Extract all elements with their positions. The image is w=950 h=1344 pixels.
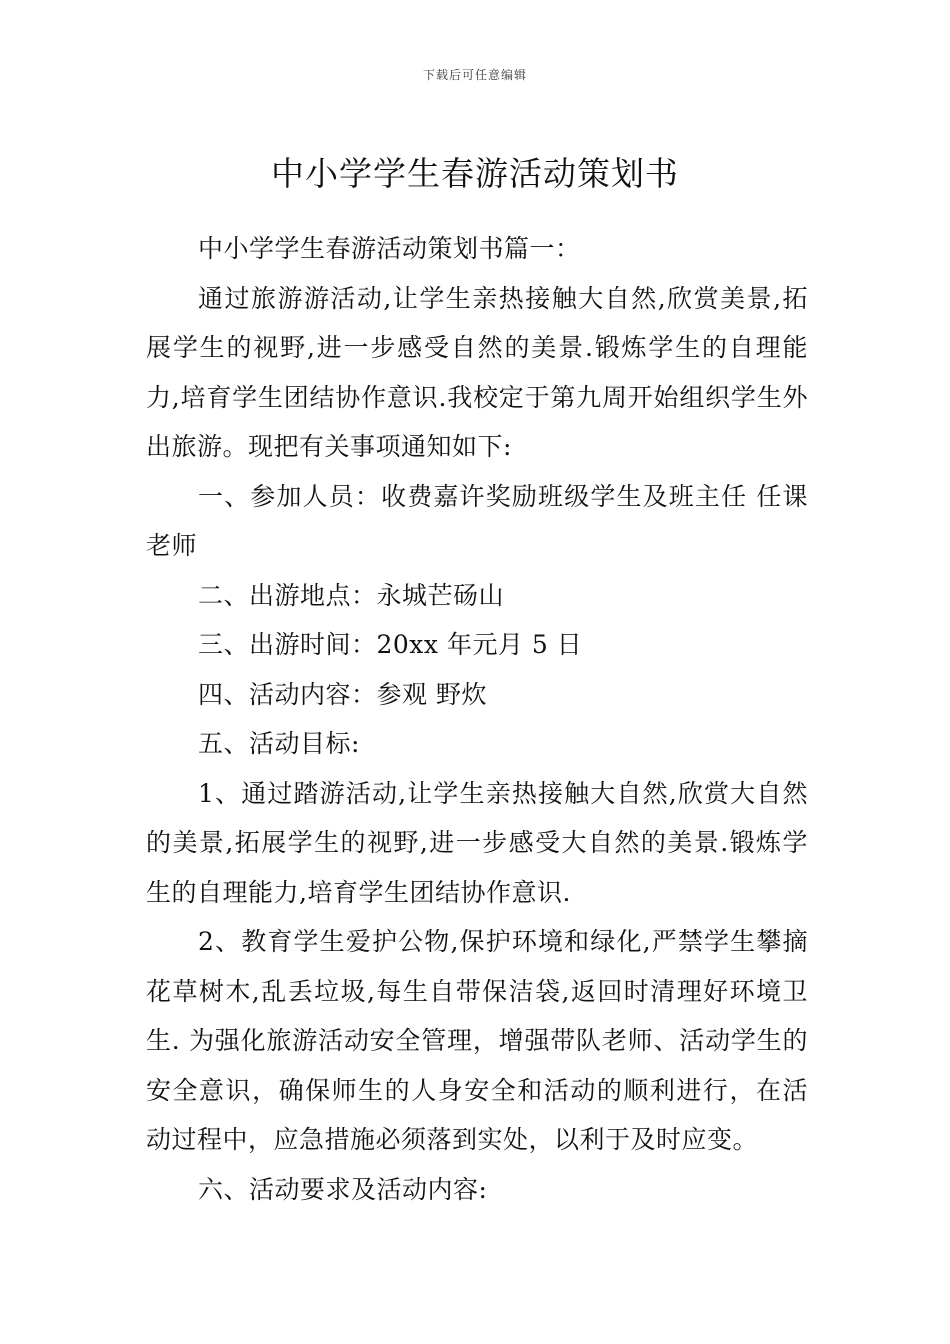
paragraph-time: 三、出游时间：20xx 年元月 5 日 bbox=[198, 630, 583, 659]
paragraph-goals-heading: 五、活动目标: bbox=[198, 729, 360, 758]
paragraph-goal-2: 2、教育学生爱护公物,保护环境和绿化,严禁学生攀摘花草树木,乱丢垃圾,每生自带保洁袋,返回时清理好环境卫生. 为强化旅游活动安全管理，增强带队老师、活动学生的安全意识，确保师生的人身安全和活动的顺利进行，在活动过程中，应急措施必须落到实处，以利于及时应变。 bbox=[146, 927, 808, 1154]
paragraph-intro-heading: 中小学学生春游活动策划书篇一： bbox=[198, 234, 581, 263]
document-title: 中小学学生春游活动策划书 bbox=[271, 154, 679, 194]
paragraph-requirements-heading: 六、活动要求及活动内容: bbox=[198, 1174, 488, 1204]
document-body bbox=[146, 224, 808, 1214]
paragraph-participants: 一、参加人员：收费嘉许奖励班级学生及班主任 任课老师 bbox=[146, 481, 808, 560]
paragraph-purpose: 通过旅游游活动,让学生亲热接触大自然,欣赏美景,拓展学生的视野,进一步感受自然的美景.锻炼学生的自理能力,培育学生团结协作意识.我校定于第九周开始组织学生外出旅游。现把有关事项通知如下: bbox=[146, 283, 808, 461]
paragraph-content: 四、活动内容：参观 野炊 bbox=[198, 679, 487, 709]
header-note: 下载后可任意编辑 bbox=[422, 68, 527, 82]
paragraph-goal-1: 1、通过踏游活动,让学生亲热接触大自然,欣赏大自然的美景,拓展学生的视野,进一步感受大自然的美景.锻炼学生的自理能力,培育学生团结协作意识. bbox=[146, 778, 808, 907]
paragraph-location: 二、出游地点：永城芒砀山 bbox=[198, 580, 505, 610]
